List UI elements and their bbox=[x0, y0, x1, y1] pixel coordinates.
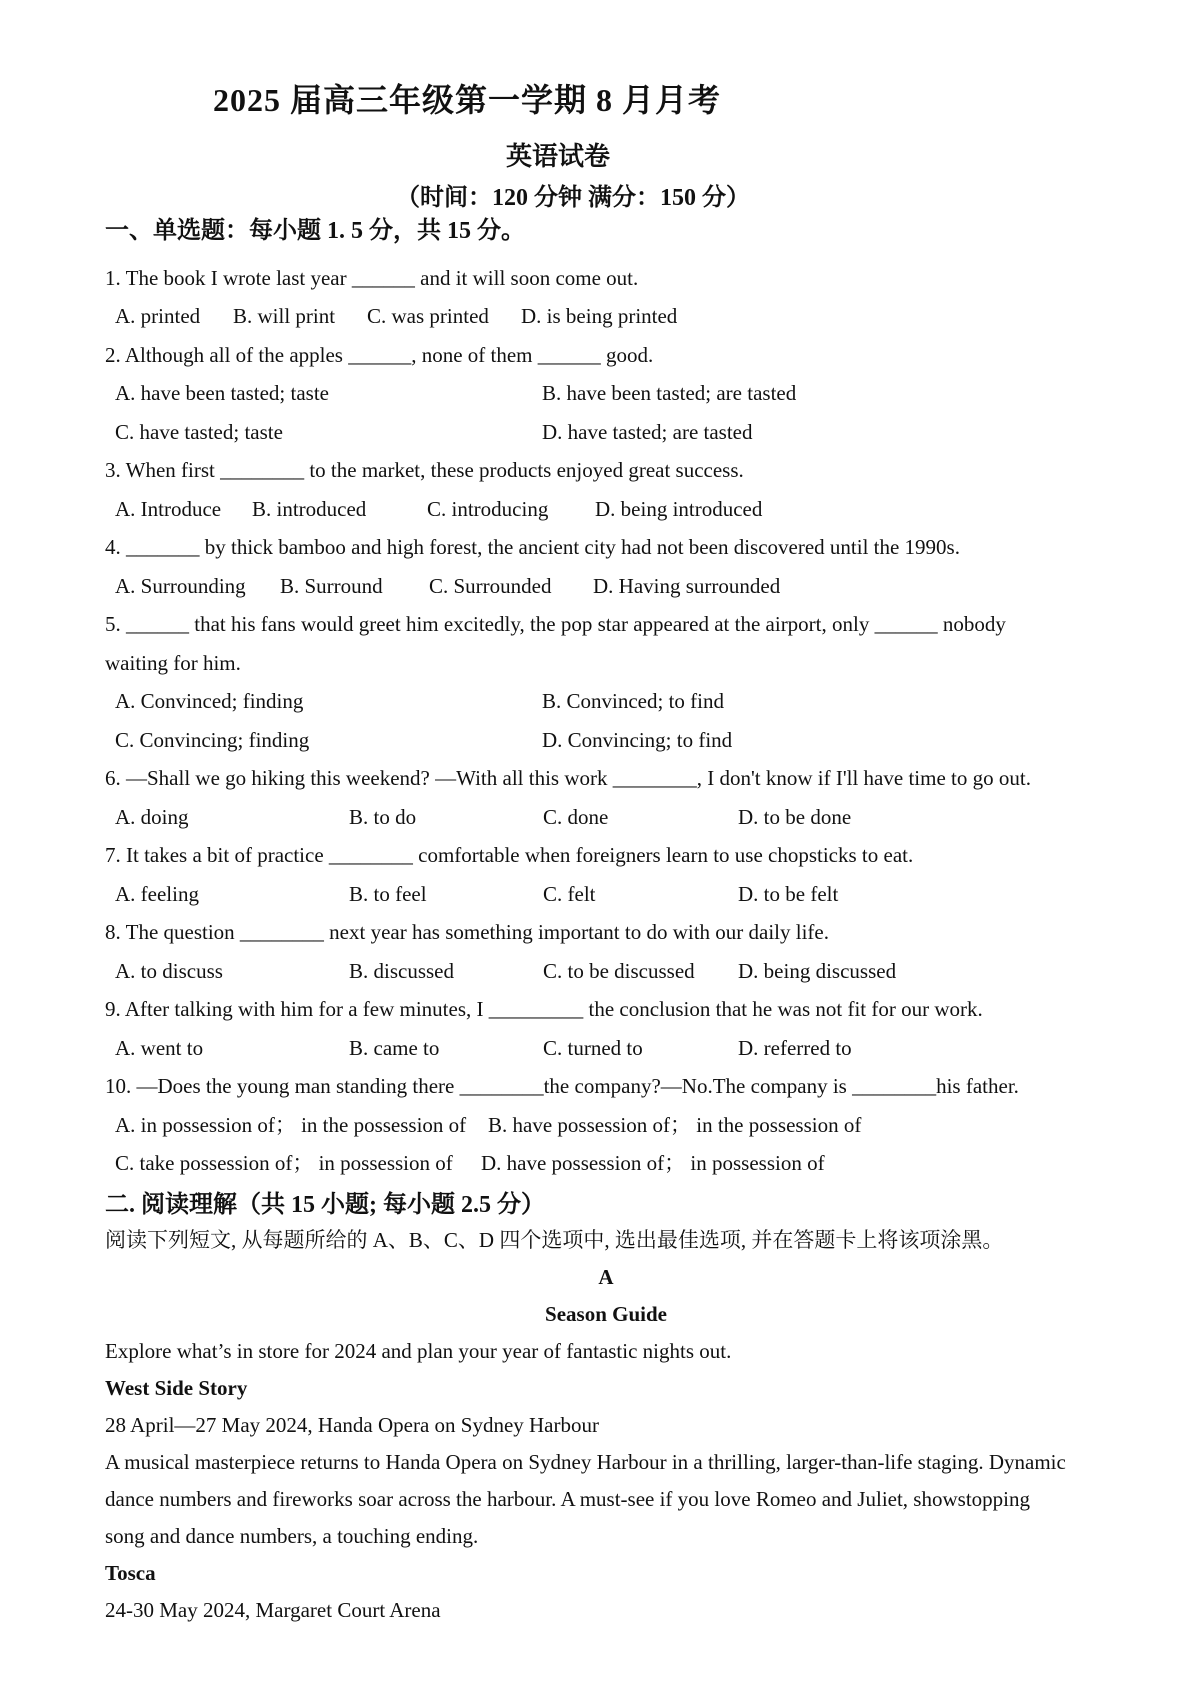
section2-heading: 二. 阅读理解（共 15 小题; 每小题 2.5 分） bbox=[105, 1192, 545, 1218]
question-10-option-b: B. have possession of； in the possession of bbox=[488, 1113, 862, 1137]
document-subtitle: 英语试卷 bbox=[505, 142, 610, 171]
question-8-stem: 8. The question ________ next year has something important to do with our daily life. bbox=[105, 920, 829, 944]
question-1-stem: 1. The book I wrote last year ______ and it will soon come out. bbox=[105, 266, 639, 290]
question-8-option-c: C. to be discussed bbox=[543, 959, 695, 983]
passage-label: A bbox=[598, 1265, 614, 1289]
question-7-stem: 7. It takes a bit of practice ________ comfortable when foreigners learn to use chopsticks to eat. bbox=[105, 843, 914, 867]
question-3-option-c: C. introducing bbox=[427, 497, 549, 521]
question-9-option-b: B. came to bbox=[349, 1036, 440, 1060]
question-1-option-c: C. was printed bbox=[367, 304, 489, 328]
question-10-stem: 10. —Does the young man standing there ________the company?—No.The company is ________his father. bbox=[105, 1074, 1019, 1098]
question-9-option-a: A. went to bbox=[115, 1036, 204, 1060]
section1-heading: 一、单选题：每小题 1. 5 分，共 15 分。 bbox=[105, 218, 525, 244]
question-2-option-b: B. have been tasted; are tasted bbox=[542, 381, 797, 405]
question-3-option-d: D. being introduced bbox=[595, 497, 763, 521]
question-5-stem: 5. ______ that his fans would greet him excitedly, the pop star appeared at the airport, only ______ nobody bbox=[105, 612, 1006, 636]
question-10-option-c: C. take possession of； in possession of bbox=[115, 1151, 453, 1175]
question-6-option-c: C. done bbox=[543, 805, 609, 829]
exam-meta: （时间：120 分钟 满分：150 分） bbox=[396, 185, 750, 211]
question-2-option-d: D. have tasted; are tasted bbox=[542, 420, 753, 444]
event-1-name: West Side Story bbox=[105, 1376, 248, 1400]
question-3-option-a: A. Introduce bbox=[115, 497, 222, 521]
question-7-option-d: D. to be felt bbox=[738, 882, 839, 906]
event-2-name: Tosca bbox=[105, 1561, 156, 1585]
question-1-option-d: D. is being printed bbox=[521, 304, 678, 328]
question-3-stem: 3. When first ________ to the market, these products enjoyed great success. bbox=[105, 458, 744, 482]
question-6-option-a: A. doing bbox=[115, 805, 189, 829]
document-title: 2025 届高三年级第一学期 8 月月考 bbox=[212, 82, 721, 118]
question-6-option-d: D. to be done bbox=[738, 805, 852, 829]
question-5-option-b: B. Convinced; to find bbox=[542, 689, 724, 713]
question-1-option-b: B. will print bbox=[233, 304, 336, 328]
passage-intro: Explore what’s in store for 2024 and plan your year of fantastic nights out. bbox=[105, 1339, 732, 1363]
question-9-stem: 9. After talking with him for a few minutes, I _________ the conclusion that he was not fit for our work. bbox=[105, 997, 983, 1021]
question-8-option-b: B. discussed bbox=[349, 959, 454, 983]
question-4-option-a: A. Surrounding bbox=[115, 574, 246, 598]
event-1-desc-line-3: song and dance numbers, a touching ending. bbox=[105, 1524, 479, 1548]
question-2-option-c: C. have tasted; taste bbox=[115, 420, 283, 444]
question-4-option-d: D. Having surrounded bbox=[593, 574, 781, 598]
question-1-option-a: A. printed bbox=[115, 304, 201, 328]
question-4-option-b: B. Surround bbox=[280, 574, 383, 598]
question-4-stem: 4. _______ by thick bamboo and high forest, the ancient city had not been discovered until the 1990s. bbox=[105, 535, 960, 559]
question-7-option-c: C. felt bbox=[543, 882, 596, 906]
event-1-date: 28 April—27 May 2024, Handa Opera on Sydney Harbour bbox=[105, 1413, 599, 1437]
passage-title: Season Guide bbox=[545, 1302, 667, 1326]
question-6-option-b: B. to do bbox=[349, 805, 417, 829]
question-2-option-a: A. have been tasted; taste bbox=[115, 381, 329, 405]
question-5-option-d: D. Convincing; to find bbox=[542, 728, 733, 752]
question-5-stem-line2: waiting for him. bbox=[105, 651, 241, 675]
question-8-option-d: D. being discussed bbox=[738, 959, 897, 983]
question-6-stem: 6. —Shall we go hiking this weekend? —With all this work ________, I don't know if I'll have time to go out. bbox=[105, 766, 1031, 790]
question-10-option-d: D. have possession of； in possession of bbox=[481, 1151, 825, 1175]
question-7-option-a: A. feeling bbox=[115, 882, 199, 906]
question-10-option-a: A. in possession of； in the possession of bbox=[115, 1113, 467, 1137]
question-5-option-c: C. Convincing; finding bbox=[115, 728, 310, 752]
question-5-option-a: A. Convinced; finding bbox=[115, 689, 304, 713]
reading-instruction: 阅读下列短文, 从每题所给的 A、B、C、D 四个选项中, 选出最佳选项, 并在答题卡上将该项涂黑。 bbox=[105, 1228, 1004, 1252]
question-9-option-d: D. referred to bbox=[738, 1036, 852, 1060]
event-2-date: 24-30 May 2024, Margaret Court Arena bbox=[105, 1598, 441, 1622]
question-7-option-b: B. to feel bbox=[349, 882, 427, 906]
question-9-option-c: C. turned to bbox=[543, 1036, 643, 1060]
question-2-stem: 2. Although all of the apples ______, none of them ______ good. bbox=[105, 343, 654, 367]
question-8-option-a: A. to discuss bbox=[115, 959, 223, 983]
event-1-desc-line-1: A musical masterpiece returns to Handa Opera on Sydney Harbour in a thrilling, larger-than-life staging. Dynamic bbox=[105, 1450, 1066, 1474]
question-4-option-c: C. Surrounded bbox=[429, 574, 552, 598]
event-1-desc-line-2: dance numbers and fireworks soar across the harbour. A must-see if you love Romeo and Juliet, showstopping bbox=[105, 1487, 1030, 1511]
question-3-option-b: B. introduced bbox=[252, 497, 367, 521]
